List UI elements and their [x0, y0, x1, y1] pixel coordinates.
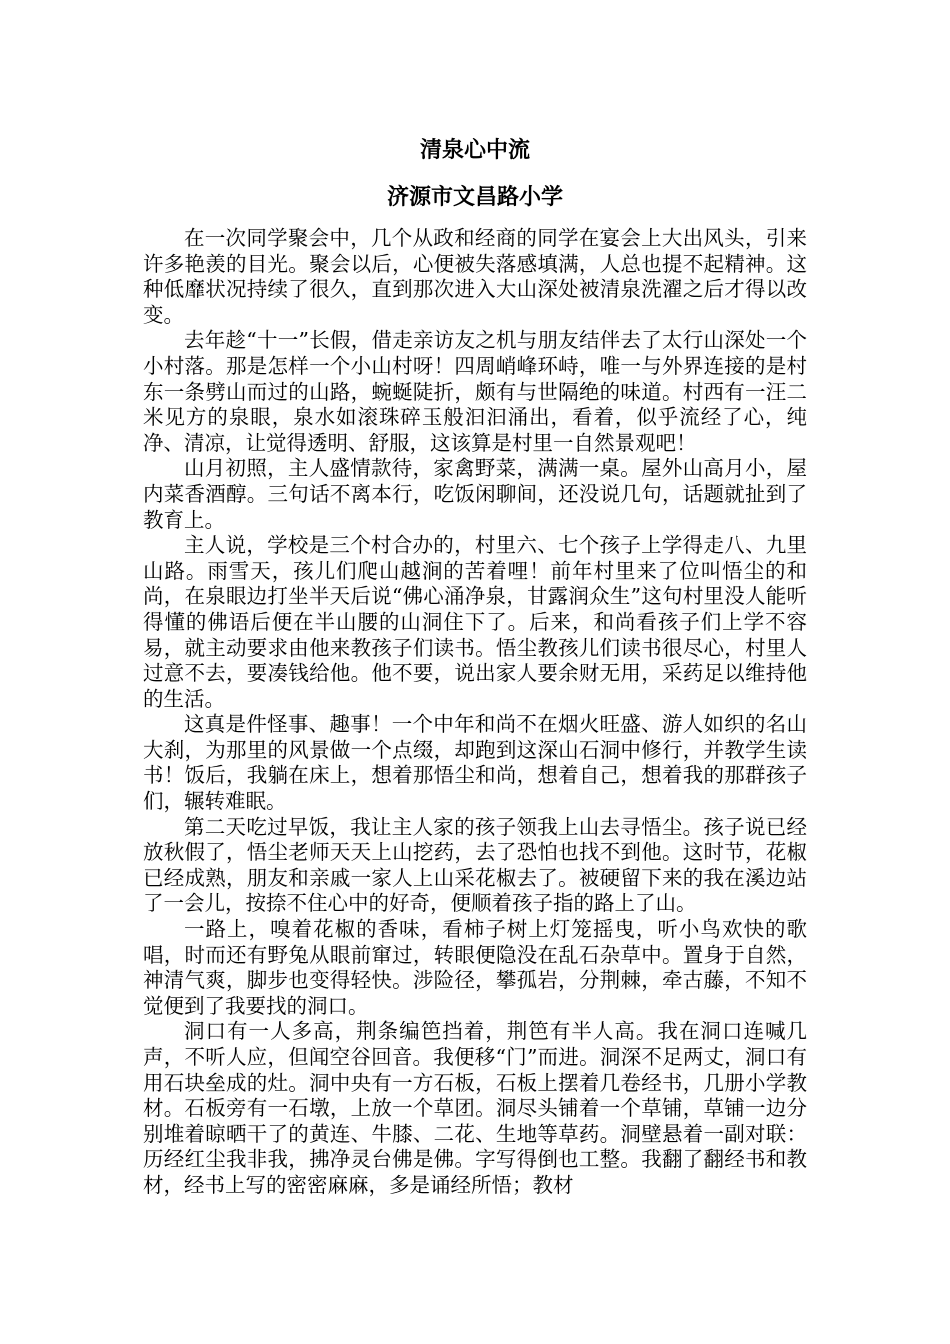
paragraph-6: 第二天吃过早饭，我让主人家的孩子领我上山去寻悟尘。孩子说已经放秋假了，悟尘老师天天上山挖药，去了恐怕也找不到他。这时节，花椒已经成熟，朋友和亲戚一家人上山采花椒去了。被硬留下来的我在溪边站了一会儿，按捺不住心中的好奇，便顺着孩子指的路上了山。	[143, 814, 807, 916]
paragraph-4: 主人说，学校是三个村合办的，村里六、七个孩子上学得走八、九里山路。雨雪天，孩儿们爬山越涧的苦着哩！前年村里来了位叫悟尘的和尚，在泉眼边打坐半天后说“佛心涌净泉，甘露润众生”这句村里没人能听得懂的佛语后便在半山腰的山洞住下了。后来，和尚看孩子们上学不容易，就主动要求由他来教孩子们读书。悟尘教孩儿们读书很尽心，村里人过意不去，要凑钱给他。他不要，说出家人要余财无用，采药足以维持他的生活。	[143, 533, 807, 711]
paragraph-2: 去年趁“十一”长假，借走亲访友之机与朋友结伴去了太行山深处一个小村落。那是怎样一个小山村呀！四周峭峰环峙，唯一与外界连接的是村东一条劈山而过的山路，蜿蜒陡折，颇有与世隔绝的味道。村西有一汪二米见方的泉眼，泉水如滚珠碎玉般汩汩涌出，看着，似乎流经了心，纯净、清凉，让觉得透明、舒服，这该算是村里一自然景观吧！	[143, 328, 807, 455]
paragraph-7: 一路上，嗅着花椒的香味，看柿子树上灯笼摇曳，听小鸟欢快的歌唱，时而还有野兔从眼前窜过，转眼便隐没在乱石杂草中。置身于自然，神清气爽，脚步也变得轻快。涉险径，攀孤岩，分荆棘，牵古藤，不知不觉便到了我要找的洞口。	[143, 917, 807, 1018]
paragraph-3: 山月初照，主人盛情款待，家禽野菜，满满一桌。屋外山高月小，屋内菜香酒醇。三句话不离本行，吃饭闲聊间，还没说几句，话题就扯到了教育上。	[143, 456, 807, 532]
paragraph-1: 在一次同学聚会中，几个从政和经商的同学在宴会上大出风头，引来许多艳羡的目光。聚会以后，心便被失落感填满，人总也提不起精神。这种低靡状况持续了很久，直到那次进入大山深处被清泉洗濯之后才得以改变。	[143, 226, 807, 327]
paragraph-8: 洞口有一人多高，荆条编笆挡着，荆笆有半人高。我在洞口连喊几声，不听人应，但闻空谷回音。我便移“门”而进。洞深不足两丈，洞口有用石块垒成的灶。洞中央有一方石板，石板上摆着几卷经书，几册小学教材。石板旁有一石墩，上放一个草团。洞尽头铺着一个草铺，草铺一边分别堆着晾晒干了的黄连、牛膝、二花、生地等草药。洞壁悬着一副对联：历经红尘我非我，拂净灵台佛是佛。字写得倒也工整。我翻了翻经书和教材，经书上写的密密麻麻，多是诵经所悟；教材	[143, 1019, 807, 1197]
paragraph-5: 这真是件怪事、趣事！一个中年和尚不在烟火旺盛、游人如织的名山大刹，为那里的风景做一个点缀，却跑到这深山石洞中修行，并教学生读书！饭后，我躺在床上，想着那悟尘和尚，想着自己，想着我的那群孩子们，辗转难眠。	[143, 712, 807, 814]
document-author: 济源市文昌路小学	[386, 185, 563, 210]
document-body	[143, 226, 807, 1199]
document-content	[143, 128, 807, 1199]
document-title: 清泉心中流	[419, 138, 530, 163]
